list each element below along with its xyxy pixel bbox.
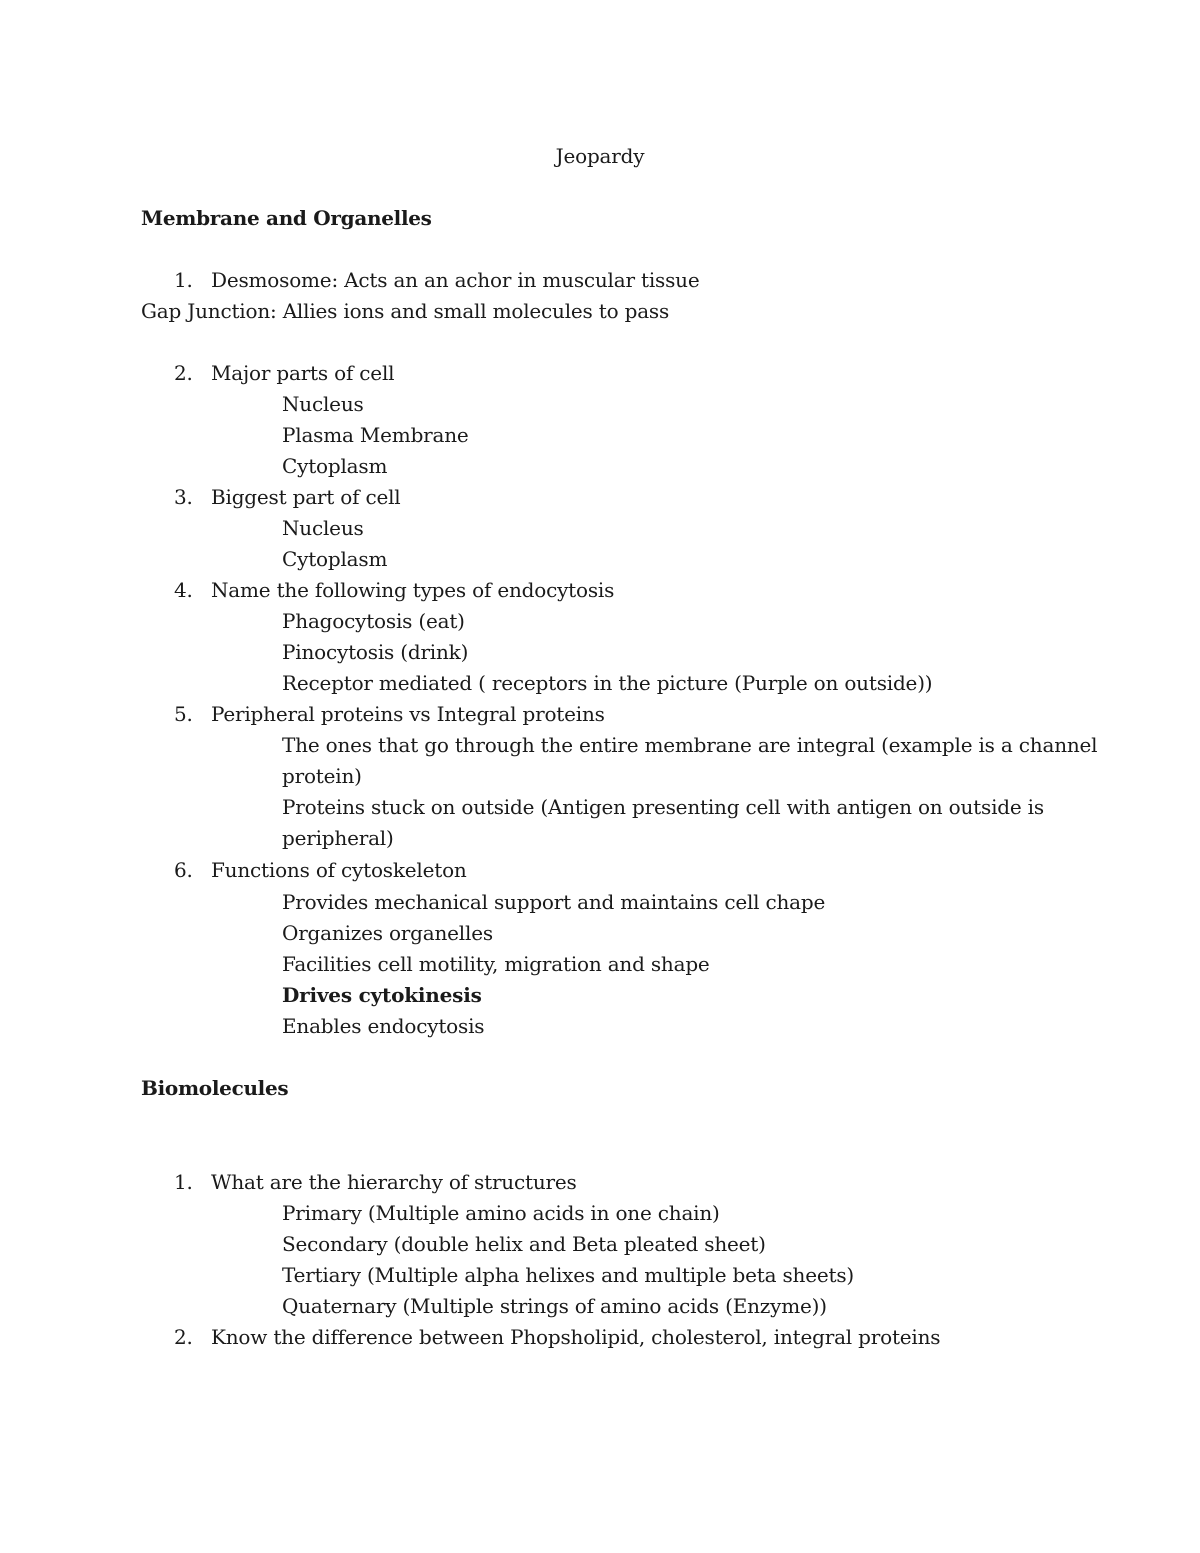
answer-item: Pinocytosis (drink) [282, 640, 469, 664]
answer-item: Organizes organelles [282, 921, 493, 945]
answer-item: protein) [282, 764, 362, 788]
question-text: Know the difference between Phopsholipid, cholesterol, integral proteins [211, 1325, 941, 1349]
list-number: 1. [174, 1170, 193, 1194]
answer-item: Nucleus [282, 392, 364, 416]
list-number: 2. [174, 1325, 193, 1349]
list-number: 3. [174, 485, 193, 509]
answer-item: Nucleus [282, 516, 364, 540]
question-text: Peripheral proteins vs Integral proteins [211, 702, 605, 726]
answer-item: Proteins stuck on outside (Antigen presenting cell with antigen on outside is [282, 795, 1044, 819]
question-text: What are the hierarchy of structures [211, 1170, 577, 1194]
section-heading-biomolecules: Biomolecules [141, 1076, 289, 1100]
question-continuation: Gap Junction: Allies ions and small molecules to pass [141, 299, 670, 323]
answer-item: Primary (Multiple amino acids in one chain) [282, 1201, 720, 1225]
question-text: Desmosome: Acts an an achor in muscular tissue [211, 268, 700, 292]
answer-item: Quaternary (Multiple strings of amino acids (Enzyme)) [282, 1294, 827, 1318]
answer-item: Cytoplasm [282, 454, 388, 478]
question-text: Functions of cytoskeleton [211, 858, 467, 882]
answer-item: Receptor mediated ( receptors in the picture (Purple on outside)) [282, 671, 933, 695]
answer-item: Enables endocytosis [282, 1014, 485, 1038]
question-text: Name the following types of endocytosis [211, 578, 615, 602]
answer-item-bold: Drives cytokinesis [282, 983, 482, 1007]
answer-item: Tertiary (Multiple alpha helixes and multiple beta sheets) [282, 1263, 854, 1287]
answer-item: Provides mechanical support and maintains cell chape [282, 890, 826, 914]
answer-item: Plasma Membrane [282, 423, 469, 447]
question-text: Major parts of cell [211, 361, 395, 385]
list-number: 1. [174, 268, 193, 292]
list-number: 6. [174, 858, 193, 882]
answer-item: Secondary (double helix and Beta pleated sheet) [282, 1232, 766, 1256]
answer-item: peripheral) [282, 826, 394, 850]
section-heading-membrane: Membrane and Organelles [141, 206, 432, 230]
answer-item: Cytoplasm [282, 547, 388, 571]
list-number: 2. [174, 361, 193, 385]
list-number: 4. [174, 578, 193, 602]
document-title: Jeopardy [555, 144, 645, 168]
answer-item: Facilities cell motility, migration and shape [282, 952, 710, 976]
question-text: Biggest part of cell [211, 485, 401, 509]
answer-item: Phagocytosis (eat) [282, 609, 465, 633]
list-number: 5. [174, 702, 193, 726]
answer-item: The ones that go through the entire membrane are integral (example is a channel [282, 733, 1098, 757]
